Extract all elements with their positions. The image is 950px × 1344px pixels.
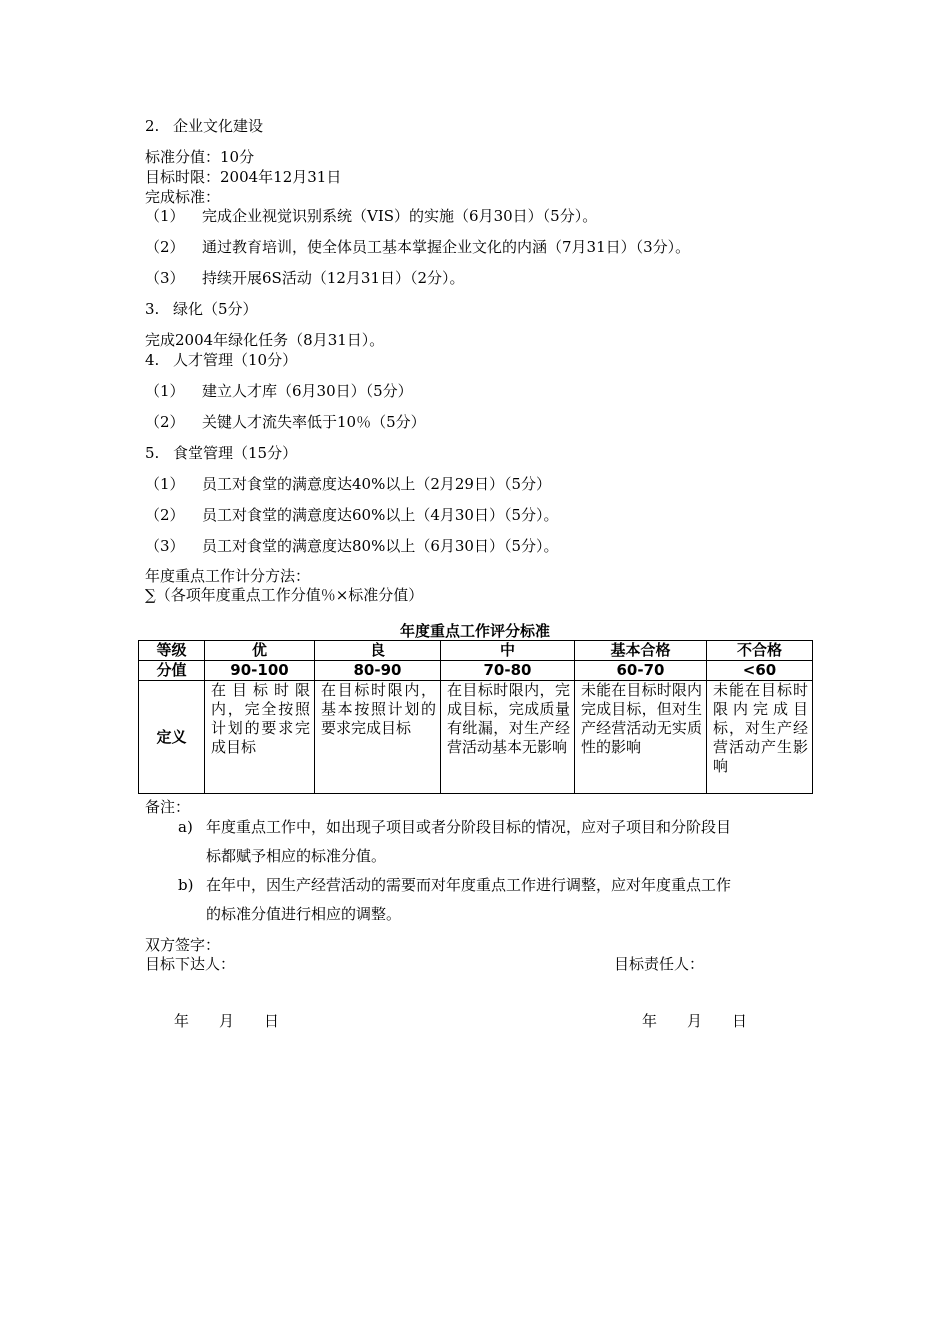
section-4-number: 4. bbox=[145, 351, 160, 369]
header-cell: 中 bbox=[441, 641, 575, 661]
item-text: 建立人才库（6月30日）（5分） bbox=[202, 382, 413, 400]
section-2-title: 企业文化建设 bbox=[173, 117, 264, 135]
definition-cell: 在目标时限内，完成目标，完成质量有纰漏，对生产经营活动基本无影响 bbox=[441, 681, 575, 794]
note-line: 在年中，因生产经营活动的需要而对年度重点工作进行调整，应对年度重点工作 bbox=[206, 876, 732, 894]
rating-table bbox=[138, 640, 813, 794]
section-4-item bbox=[145, 382, 413, 400]
item-text: 员工对食堂的满意度达40%以上（2月29日）（5分） bbox=[202, 475, 552, 493]
responsible-date: 年 月 日 bbox=[642, 1012, 748, 1030]
header-cell: 不合格 bbox=[707, 641, 813, 661]
table-score-row bbox=[139, 661, 813, 681]
item-text: 通过教育培训，使全体员工基本掌握企业文化的内涵（7月31日）（3分）。 bbox=[202, 238, 691, 256]
table-definition-row bbox=[139, 681, 813, 794]
item-marker: （1） bbox=[145, 475, 185, 493]
note-line: 的标准分值进行相应的调整。 bbox=[206, 905, 402, 923]
scoring-formula: ∑（各项年度重点工作分值％×标准分值） bbox=[145, 586, 424, 604]
header-cell: 良 bbox=[315, 641, 441, 661]
section-5-item bbox=[145, 475, 551, 493]
header-cell: 基本合格 bbox=[575, 641, 707, 661]
note-item bbox=[178, 876, 798, 926]
item-text: 关键人才流失率低于10％（5分） bbox=[202, 413, 426, 431]
section-2-score: 标准分值：10分 bbox=[145, 148, 255, 166]
notes-label: 备注： bbox=[145, 798, 191, 816]
table-header-row bbox=[139, 641, 813, 661]
note-item bbox=[178, 818, 798, 868]
section-4-heading bbox=[145, 351, 297, 369]
score-row-label: 分值 bbox=[139, 661, 205, 681]
item-text: 完成企业视觉识别系统（VIS）的实施（6月30日）（5分）。 bbox=[202, 207, 598, 225]
note-marker: a) bbox=[178, 818, 193, 836]
item-marker: （2） bbox=[145, 413, 185, 431]
definition-cell: 未能在目标时限内完成目标，但对生产经营活动无实质性的影响 bbox=[575, 681, 707, 794]
issuer-date: 年 月 日 bbox=[174, 1012, 280, 1030]
score-cell: 70-80 bbox=[441, 661, 575, 681]
section-5-title: 食堂管理（15分） bbox=[173, 444, 298, 462]
score-cell: 90-100 bbox=[205, 661, 315, 681]
item-marker: （3） bbox=[145, 537, 185, 555]
item-marker: （2） bbox=[145, 506, 185, 524]
issuer-label: 目标下达人： bbox=[145, 955, 236, 973]
section-2-heading bbox=[145, 117, 263, 135]
section-5-number: 5. bbox=[145, 444, 160, 462]
item-text: 员工对食堂的满意度达60%以上（4月30日）（5分）。 bbox=[202, 506, 559, 524]
section-2-item bbox=[145, 207, 597, 225]
section-5-heading bbox=[145, 444, 297, 462]
section-3-body: 完成2004年绿化任务（8月31日）。 bbox=[145, 331, 385, 349]
item-marker: （1） bbox=[145, 382, 185, 400]
signature-label: 双方签字： bbox=[145, 936, 221, 954]
item-marker: （2） bbox=[145, 238, 185, 256]
item-text: 持续开展6S活动（12月31日）（2分）。 bbox=[202, 269, 465, 287]
section-5-item bbox=[145, 506, 559, 524]
header-cell: 优 bbox=[205, 641, 315, 661]
note-line: 标都赋予相应的标准分值。 bbox=[206, 847, 387, 865]
table-title: 年度重点工作评分标准 bbox=[399, 622, 550, 640]
section-2-deadline: 目标时限：2004年12月31日 bbox=[145, 168, 342, 186]
responsible-label: 目标责任人： bbox=[614, 955, 705, 973]
note-marker: b) bbox=[178, 876, 194, 894]
item-text: 员工对食堂的满意度达80%以上（6月30日）（5分）。 bbox=[202, 537, 559, 555]
section-2-item bbox=[145, 269, 465, 287]
header-cell-grade: 等级 bbox=[139, 641, 205, 661]
section-2-criteria-label: 完成标准： bbox=[145, 188, 221, 206]
section-2-number: 2. bbox=[145, 117, 160, 135]
definition-cell: 在目标时限内，完全按照计划的要求完成目标 bbox=[205, 681, 315, 794]
section-4-title: 人才管理（10分） bbox=[173, 351, 298, 369]
score-cell: 60-70 bbox=[575, 661, 707, 681]
note-line: 年度重点工作中，如出现子项目或者分阶段目标的情况，应对子项目和分阶段目 bbox=[206, 818, 732, 836]
definition-cell: 未能在目标时限内完成目标，对生产经营活动产生影响 bbox=[707, 681, 813, 794]
section-5-item bbox=[145, 537, 559, 555]
scoring-method-label: 年度重点工作计分方法： bbox=[145, 567, 311, 585]
section-3-heading bbox=[145, 300, 258, 318]
section-4-item bbox=[145, 413, 426, 431]
section-2-item bbox=[145, 238, 690, 256]
score-cell: 80-90 bbox=[315, 661, 441, 681]
section-3-title: 绿化（5分） bbox=[173, 300, 258, 318]
definition-row-label: 定义 bbox=[139, 681, 205, 794]
item-marker: （1） bbox=[145, 207, 185, 225]
item-marker: （3） bbox=[145, 269, 185, 287]
section-3-number: 3. bbox=[145, 300, 160, 318]
definition-cell: 在目标时限内，基本按照计划的要求完成目标 bbox=[315, 681, 441, 794]
score-cell: <60 bbox=[707, 661, 813, 681]
